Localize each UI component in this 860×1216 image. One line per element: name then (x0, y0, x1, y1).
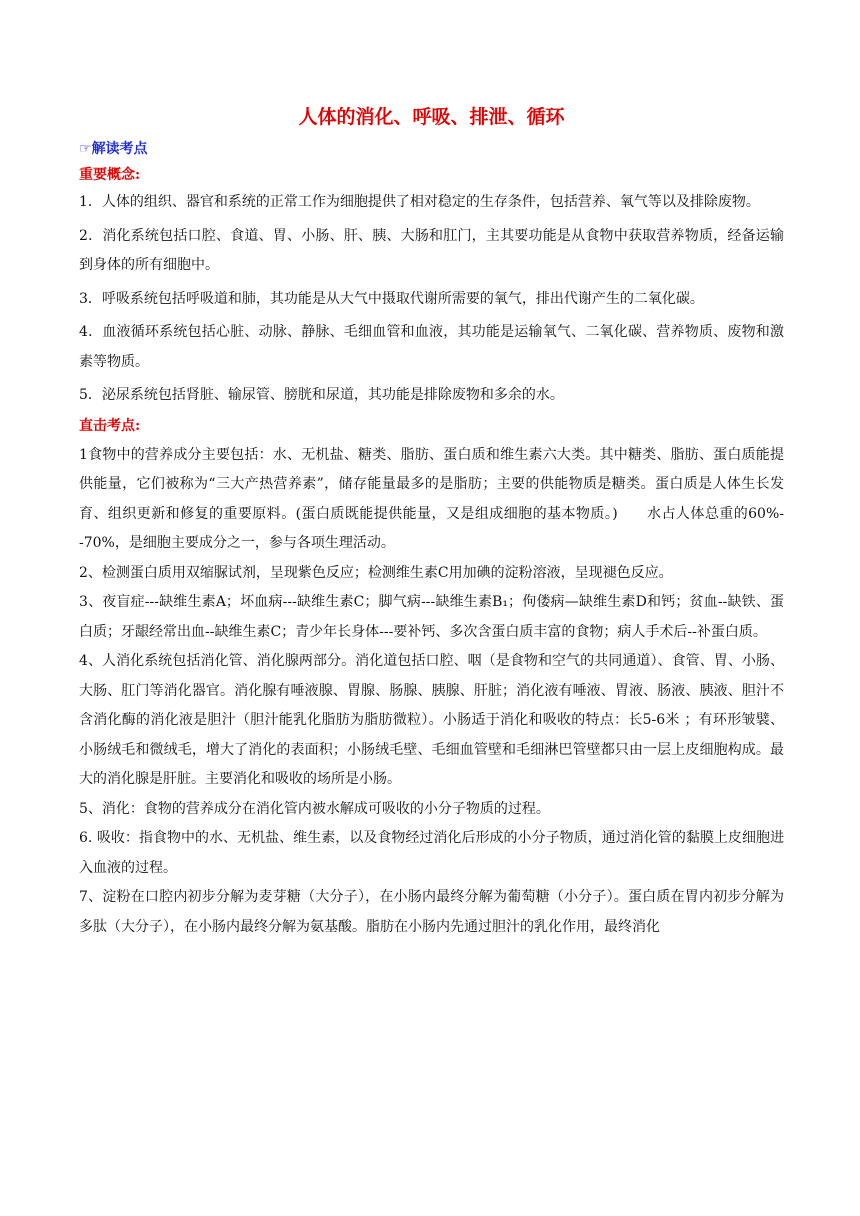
pointing-hand-icon: ☞ (79, 141, 92, 157)
point-item: 5、消化：食物的营养成分在消化管内被水解成可吸收的小分子物质的过程。 (79, 800, 550, 817)
point-item: 3、夜盲症---缺维生素A；坏血病---缺维生素C；脚气病---缺维生素B₁；佝偻病—缺维生素D和钙；贫血--缺铁、蛋白质；牙龈经常出血--缺维生素C；青少年长身体---要补钙、多次含蛋白质丰富的食物；病人手术后--补蛋白质。 (79, 594, 784, 640)
concepts-list (79, 188, 784, 411)
concept-item: 4．血液循环系统包括心脏、动脉、静脉、毛细血管和血液，其功能是运输氧气、二氧化碳、营养物质、废物和激素等物质。 (79, 324, 784, 370)
point-item: 1食物中的营养成分主要包括：水、无机盐、糖类、脂肪、蛋白质和维生素六大类。其中糖类、脂肪、蛋白质能提供能量，它们被称为“三大产热营养素”，储存能量最多的是脂肪；主要的供能物质是糖类。蛋白质是人体生长发育、组织更新和修复的重要原料。(蛋白质既能提供能量，又是组成细胞的基本物质。) 水占人体总重的60%--70%，是细胞主要成分之一，参与各项生理活动。 (79, 446, 784, 551)
concept-item: 3．呼吸系统包括呼吸道和肺，其功能是从大气中摄取代谢所需要的氧气，排出代谢产生的二氧化碳。 (79, 290, 704, 307)
point-item: 2、检测蛋白质用双缩脲试剂，呈现紫色反应；检测维生素C用加碘的淀粉溶液，呈现褪色反应。 (79, 564, 673, 581)
concept-item: 2．消化系统包括口腔、食道、胃、小肠、肝、胰、大肠和肛门，主其要功能是从食物中获取营养物质，经备运输到身体的所有细胞中。 (79, 227, 784, 273)
point-item: 4、人消化系统包括消化管、消化腺两部分。消化道包括口腔、咽（是食物和空气的共同通道）、食管、胃、小肠、大肠、肛门等消化器官。消化腺有唾液腺、胃腺、肠腺、胰腺、肝脏；消化液有唾液、胃液、肠液、胰液、胆汁不含消化酶的消化液是胆汁（胆汁能乳化脂肪为脂肪微粒）。小肠适于消化和吸收的特点：长5-6米 ；有环形皱襞、小肠绒毛和微绒毛，增大了消化的表面积；小肠绒毛壁、毛细血管壁和毛细淋巴管壁都只由一层上皮细胞构成。最大的消化腺是肝脏。主要消化和吸收的场所是小肠。 (79, 653, 784, 787)
concept-item: 5．泌尿系统包括肾脏、输尿管、膀胱和尿道，其功能是排除废物和多余的水。 (79, 387, 564, 403)
point-item: 6. 吸收：指食物中的水、无机盐、维生素，以及食物经过消化后形成的小分子物质，通过消化管的黏膜上皮细胞进入血液的过程。 (79, 830, 784, 876)
reading-label: 解读考点 (91, 141, 148, 157)
page-title: 人体的消化、呼吸、排泄、循环 (298, 106, 565, 128)
point-item: 7、淀粉在口腔内初步分解为麦芽糖（大分子），在小肠内最终分解为葡萄糖（小分子）。蛋白质在胃内初步分解为多肽（大分子），在小肠内最终分解为氨基酸。脂肪在小肠内先通过胆汁的乳化作用，最终消化 (79, 889, 784, 935)
concepts-heading: 重要概念: (79, 167, 141, 183)
points-heading: 直击考点: (79, 417, 141, 434)
points-list (79, 441, 784, 943)
concept-item: 1．人体的组织、器官和系统的正常工作为细胞提供了相对稳定的生存条件，包括营养、氧气等以及排除废物。 (79, 194, 760, 210)
reading-section-label (79, 138, 784, 160)
